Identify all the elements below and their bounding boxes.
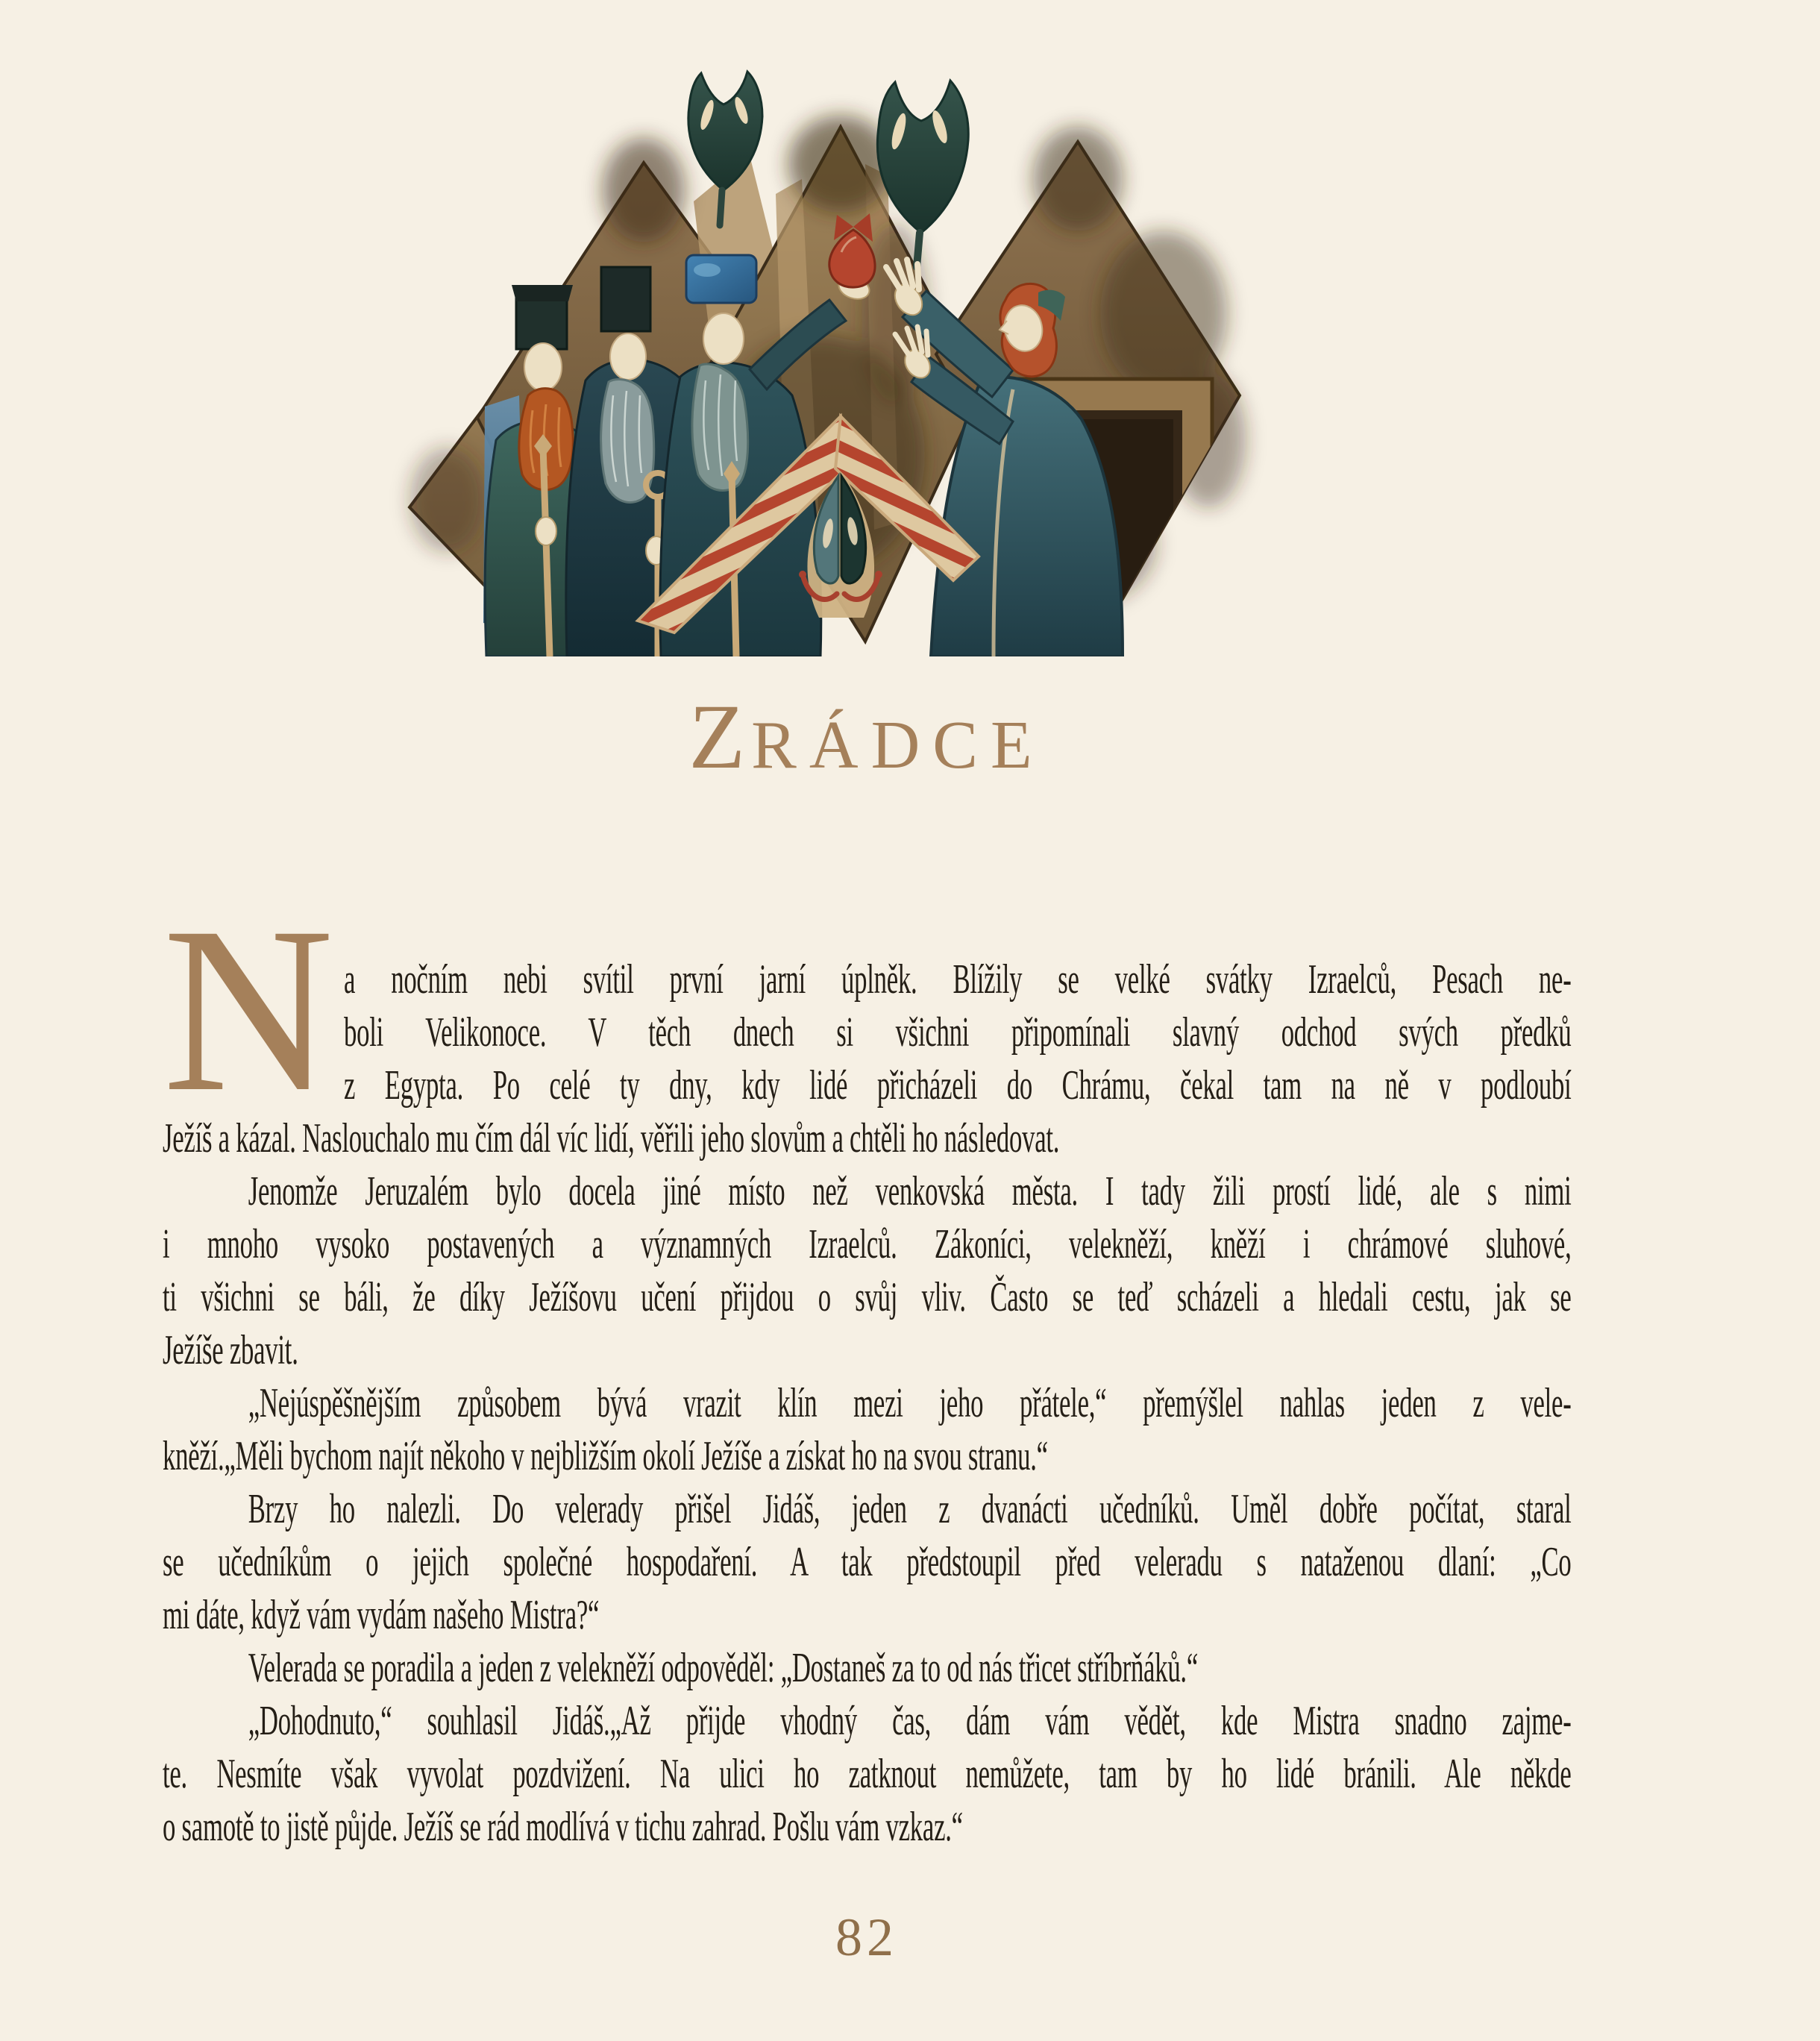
text-line: i mnoho vysoko postavených a významných Izraelců. Zákoníci, velekněží, kněží i chrámové sluhové, (163, 1221, 1572, 1267)
paragraph (163, 1695, 1572, 1854)
text-line: a nočním nebi svítil první jarní úplněk. Blížily se velké svátky Izraelců, Pesach ne- (344, 956, 1572, 1003)
paragraph (163, 1483, 1572, 1642)
text-line: mi dáte, když vám vydám našeho Mistra?“ (163, 1592, 600, 1638)
page-number: 82 (835, 1907, 898, 1967)
text-line: Brzy ho nalezli. Do velerady přišel Jidáš, jeden z dvanácti učedníků. Uměl dobře počítat, staral (248, 1486, 1572, 1532)
paragraph (163, 1377, 1572, 1483)
chapter-illustration (373, 67, 1268, 656)
drop-cap-letter: N (163, 878, 334, 1141)
chapter-title-rest: RÁDCE (751, 707, 1045, 783)
paragraph (163, 953, 1572, 1165)
drop-cap-spacer (163, 953, 344, 1112)
text-line: z Egypta. Po celé ty dny, kdy lidé přicházeli do Chrámu, čekal tam na ně v podloubí (344, 1062, 1572, 1109)
chapter-title (163, 686, 1571, 788)
text-line: kněží.„Měli bychom najít někoho v nejbližším okolí Ježíše a získat ho na svou stranu.“ (163, 1433, 1048, 1479)
text-line: Velerada se poradila a jeden z velekněží odpověděl: „Dostaneš za to od nás třicet stříbrňáků.“ (248, 1645, 1199, 1691)
text-line: boli Velikonoce. V těch dnech si všichni připomínali slavný odchod svých předků (344, 1009, 1572, 1056)
paragraph (163, 1642, 1572, 1695)
text-line: Ježíš a kázal. Naslouchalo mu čím dál víc lidí, věřili jeho slovům a chtěli ho následovat. (163, 1115, 1060, 1161)
text-line: ti všichni se báli, že díky Ježíšovu učení přijdou o svůj vliv. Často se teď scházeli a hledali cestu, jak se (163, 1274, 1572, 1320)
text-line: „Nejúspěšnějším způsobem bývá vrazit klín mezi jeho přátele,“ přemýšlel nahlas jeden z vele- (248, 1380, 1572, 1426)
text-line: Ježíše zbavit. (163, 1327, 298, 1373)
text-line: o samotě to jistě půjde. Ježíš se rád modlívá v tichu zahrad. Pošlu vám vzkaz.“ (163, 1804, 963, 1850)
text-line: „Dohodnuto,“ souhlasil Jidáš.„Až přijde vhodný čas, dám vám vědět, kde Mistra snadno zajme- (248, 1698, 1572, 1744)
paragraph (163, 1165, 1572, 1377)
body-text (163, 953, 1572, 1854)
text-line: te. Nesmíte však vyvolat pozdvižení. Na ulici ho zatknout nemůžete, tam by ho lidé bránili. Ale někde (163, 1751, 1572, 1797)
text-line: se učedníkům o jejich společné hospodaření. A tak předstoupil před veleradu s nataženou dlaní: „Co (163, 1539, 1572, 1585)
text-line: Jenomže Jeruzalém bylo docela jiné místo než venkovská města. I tady žili prostí lidé, ale s nimi (248, 1168, 1572, 1214)
chapter-title-initial: Z (688, 686, 752, 788)
